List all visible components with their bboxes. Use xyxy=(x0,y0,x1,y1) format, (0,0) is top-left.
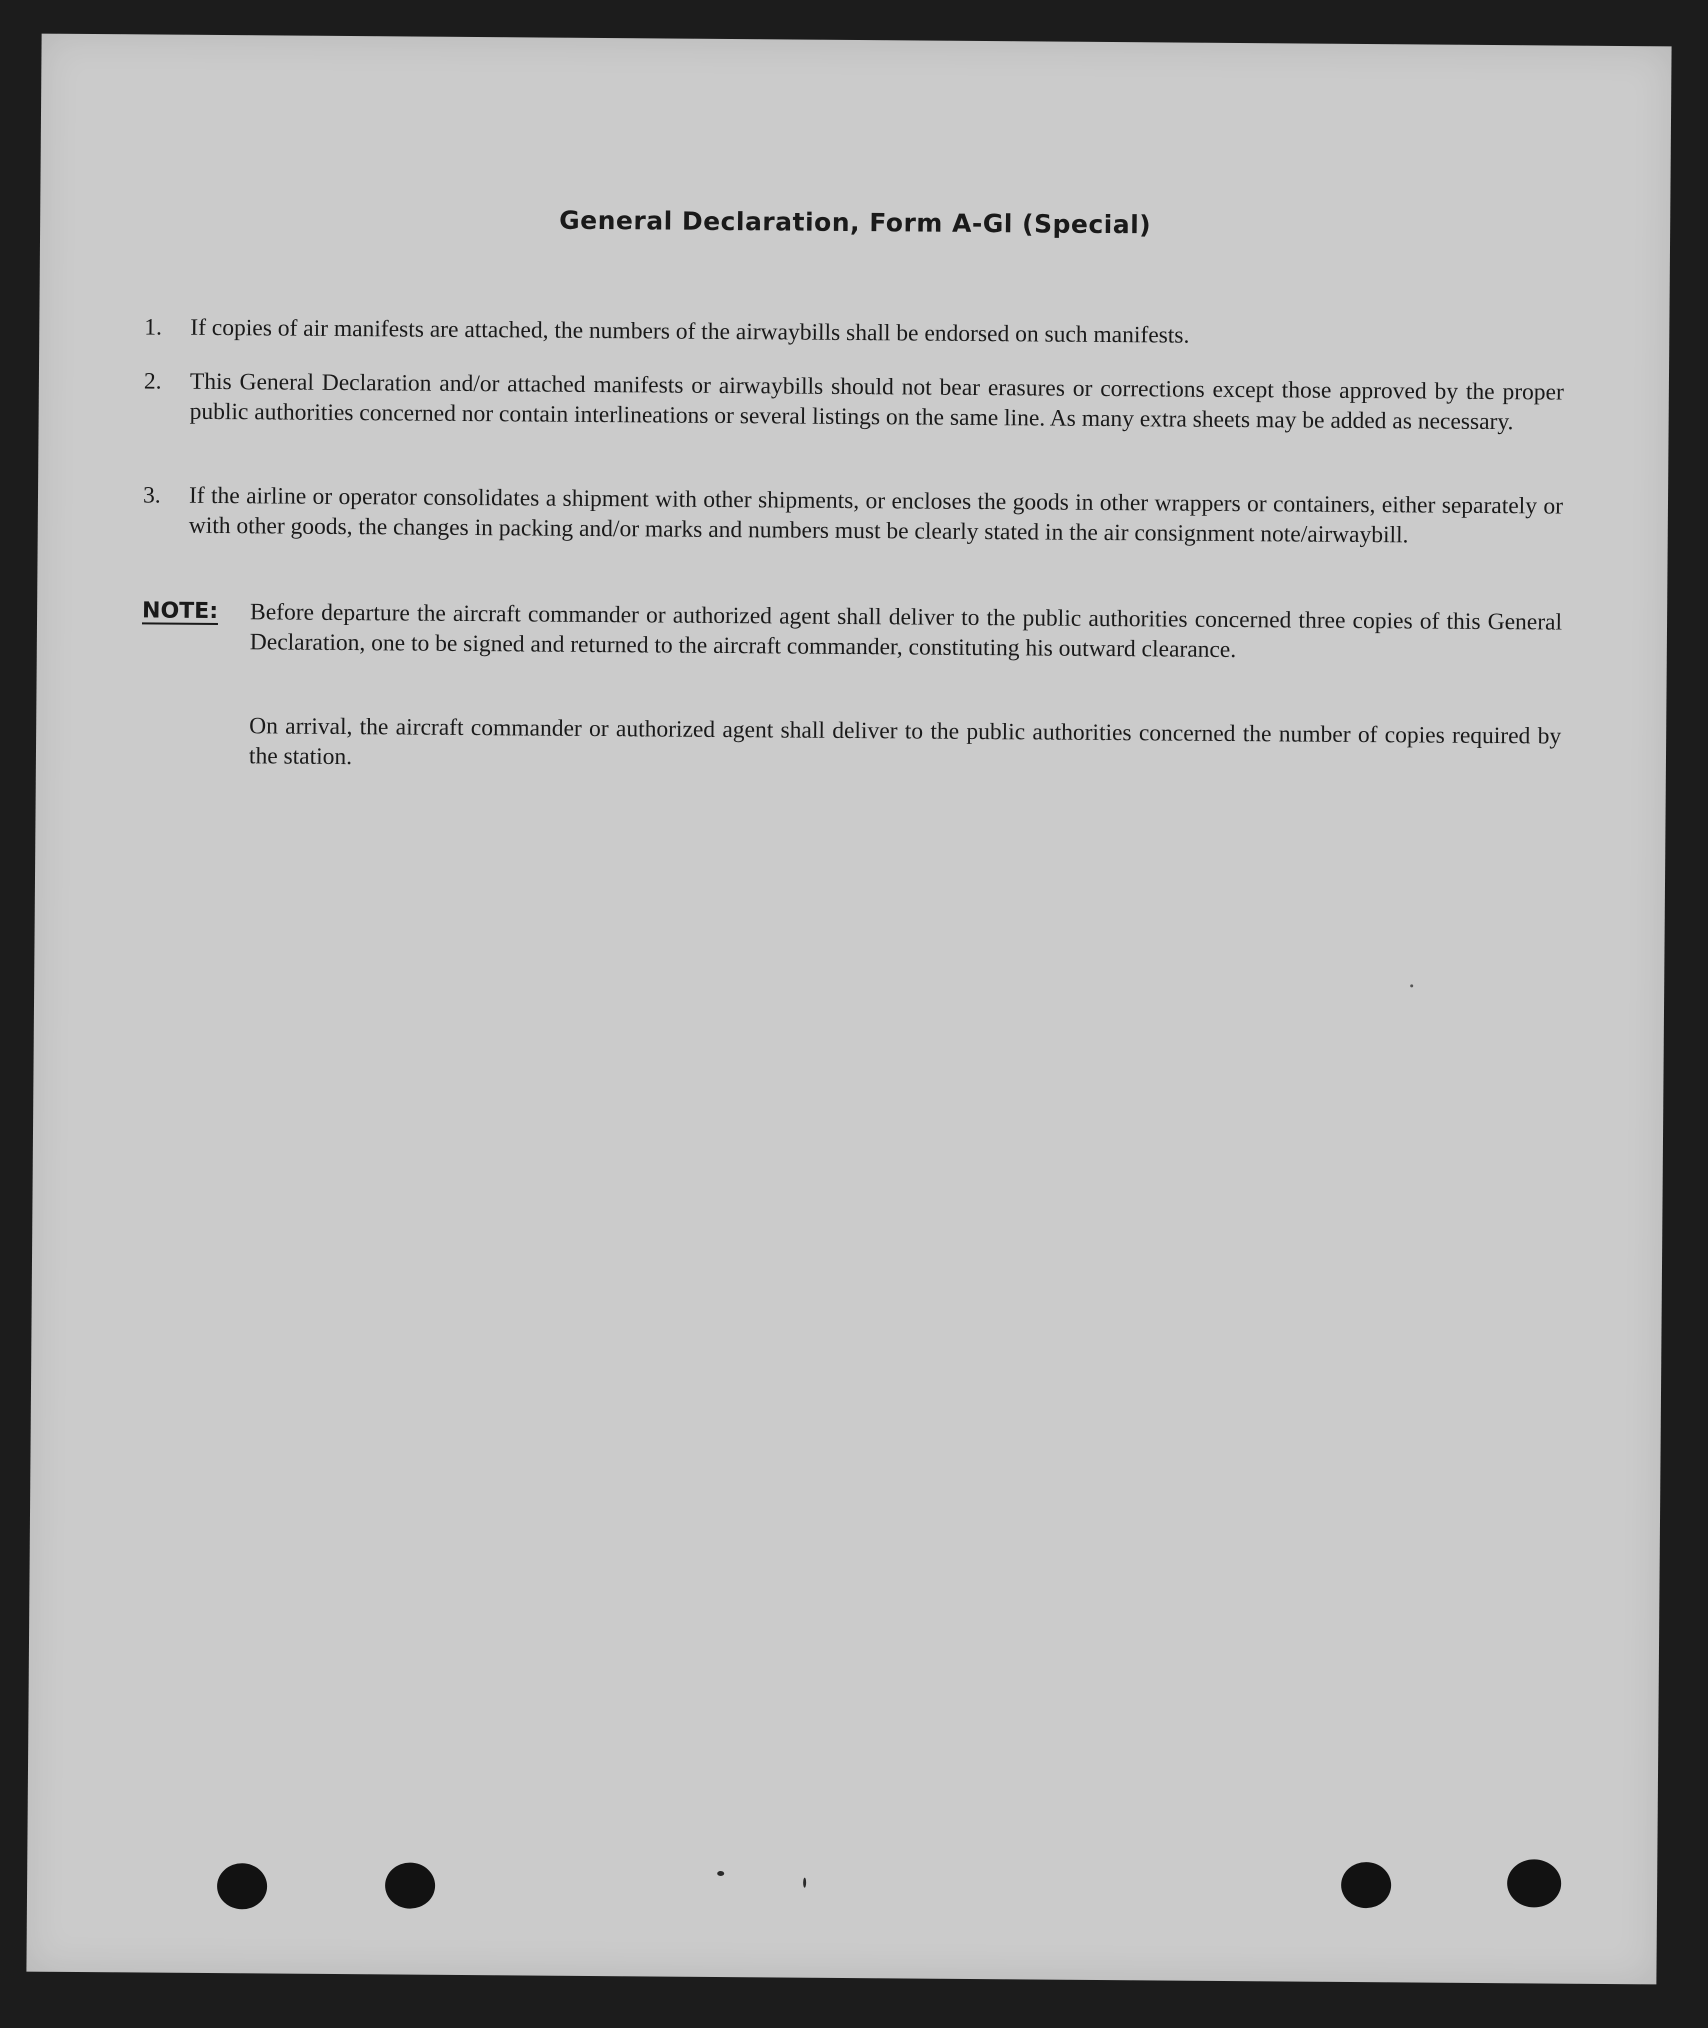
note-block-arrival xyxy=(141,710,1561,781)
instruction-item-3 xyxy=(143,480,1563,551)
paper-sheet xyxy=(26,34,1671,1985)
note-paragraph-arrival: On arrival, the aircraft commander or authorized agent shall deliver to the public authorities concerned the number of copies required by the station. xyxy=(248,713,1562,771)
instruction-item-2 xyxy=(144,366,1564,437)
punch-hole xyxy=(1507,1859,1561,1907)
note-label: NOTE: xyxy=(142,598,219,625)
note-block xyxy=(142,596,1562,667)
item-number: 2. xyxy=(143,368,162,395)
item-text: This General Declaration and/or attached manifests or airwaybills should not bear erasures or corrections except those approved by the proper public authorities concerned nor contain interlineations or several listings on the same line. As many extra sheets may be added as necessary. xyxy=(189,368,1564,436)
item-number: 1. xyxy=(144,314,163,341)
scan-speck xyxy=(803,1878,806,1888)
document-title: General Declaration, Form A-Gl (Special) xyxy=(559,205,1152,240)
item-text: If the airline or operator consolidates a shipment with other shipments, or encloses the goods in other wrappers or containers, either separately or with other goods, the changes in packing and/or marks and numbers must be clearly stated in the air consignment note/airwaybill. xyxy=(188,482,1564,549)
punch-hole xyxy=(1341,1862,1391,1908)
punch-hole xyxy=(385,1862,435,1908)
punch-hole xyxy=(217,1863,267,1909)
item-number: 3. xyxy=(142,482,161,509)
scan-speck xyxy=(1410,984,1413,987)
document-content xyxy=(142,34,1567,771)
item-text: If copies of air manifests are attached, the numbers of the airwaybills shall be endorsed on such manifests. xyxy=(190,314,1190,349)
instruction-item-1 xyxy=(144,312,1564,353)
scan-speck xyxy=(717,1871,724,1876)
note-paragraph-departure: Before departure the aircraft commander or authorized agent shall deliver to the public authorities concerned three copies of this General Declaration, one to be signed and returned to the aircraft commander, constituting his outward clearance. xyxy=(249,599,1563,664)
